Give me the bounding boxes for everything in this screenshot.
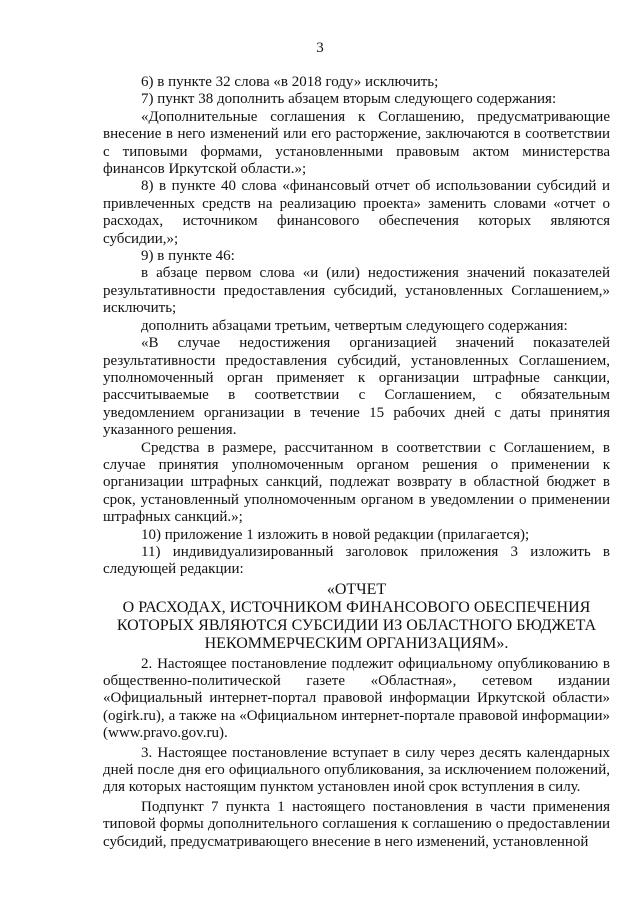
paragraph: 8) в пункте 40 слова «финансовый отчет об использовании субсидий и привлеченных средств на реализацию проекта» заменить словами «отчет о расходах, источником финансового обеспечения которых являются субсидии,»; bbox=[103, 178, 610, 247]
page-number: 3 bbox=[316, 40, 324, 56]
paragraph: 2. Настоящее постановление подлежит официальному опубликованию в общественно-политической газете «Областная», сетевом издании «Официальный интернет-портал правовой информации Иркутской области» (ogirk.ru), а также на «Официальном интернет-портале правовой информации» (www.pravo.gov.ru). bbox=[103, 655, 610, 742]
paragraph: 3. Настоящее постановление вступает в силу через десять календарных дней после дня его официального опубликования, за исключением положений, для которых настоящим пунктом установлен иной срок вступления в силу. bbox=[103, 744, 610, 796]
paragraph: 11) индивидуализированный заголовок приложения 3 изложить в следующей редакции: bbox=[103, 543, 610, 578]
paragraph: 7) пункт 38 дополнить абзацем вторым следующего содержания: bbox=[141, 91, 557, 108]
paragraph: 9) в пункте 46: bbox=[141, 248, 235, 265]
document-body bbox=[103, 74, 610, 851]
report-heading-line-2: О РАСХОДАХ, ИСТОЧНИКОМ ФИНАНСОВОГО ОБЕСПЕЧЕНИЯ bbox=[122, 598, 591, 616]
paragraph: в абзаце первом слова «и (или) недостижения значений показателей результативности предоставления субсидий, установленных Соглашением,» исключить; bbox=[103, 265, 610, 317]
paragraph: 10) приложение 1 изложить в новой редакции (прилагается); bbox=[141, 526, 530, 543]
paragraph: Подпункт 7 пункта 1 настоящего постановления в части применения типовой формы дополнительного соглашения к соглашению о предоставлении субсидий, предусматривающего внесение в него изменений, установленной bbox=[103, 798, 610, 850]
paragraph: Средства в размере, рассчитанном в соответствии с Соглашением, в случае принятия уполномоченным органом решения о применении к организации штрафных санкций, подлежат возврату в областной бюджет в срок, установленный уполномоченным органом в уведомлении о применении штрафных санкций.»; bbox=[103, 439, 610, 526]
paragraph: «В случае недостижения организацией значений показателей результативности предоставления субсидий, установленных Соглашением, уполномоченный орган применяет к организации штрафные санкции, рассчитываемые в соответствии с Соглашением, с обязательным уведомлением организации в течение 15 рабочих дней с даты принятия указанного решения. bbox=[103, 335, 610, 439]
report-heading-line-4: НЕКОММЕРЧЕСКИМ ОРГАНИЗАЦИЯМ». bbox=[204, 635, 509, 653]
report-heading-line-1: «ОТЧЕТ bbox=[326, 580, 387, 598]
paragraph: 6) в пункте 32 слова «в 2018 году» исключить; bbox=[141, 74, 439, 90]
report-heading-line-3: КОТОРЫХ ЯВЛЯЮТСЯ СУБСИДИИ ИЗ ОБЛАСТНОГО БЮДЖЕТА bbox=[116, 617, 597, 635]
paragraph: «Дополнительные соглашения к Соглашению, предусматривающие внесение в него изменений или его расторжение, заключаются в соответствии с типовыми формами, установленными правовым актом министерства финансов Иркутской области.»; bbox=[103, 108, 610, 178]
paragraph: дополнить абзацами третьим, четвертым следующего содержания: bbox=[141, 317, 568, 334]
